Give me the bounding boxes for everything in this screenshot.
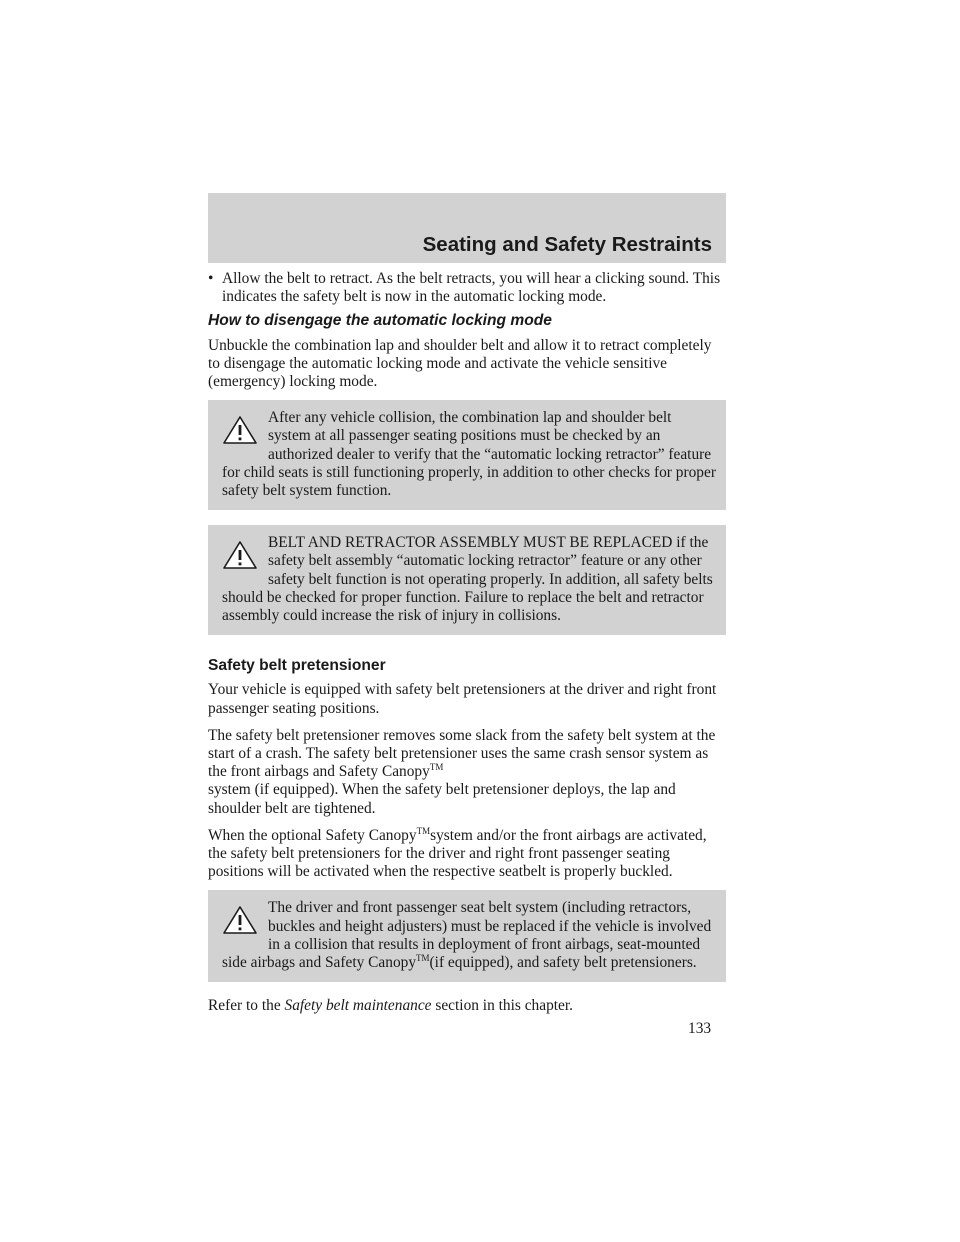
page-number: 133 <box>688 1020 712 1037</box>
trademark-symbol: TM <box>429 762 444 773</box>
warning-triangle-icon <box>222 415 258 445</box>
text-segment: The driver and front passenger seat belt system (including retractors, buckles and height adjusters) must be replaced if the vehicle is involved in a collision that results in deployment of front airbags, seat-mounted side airbags and Safety Canopy <box>222 899 712 972</box>
page-content <box>208 270 726 1025</box>
warning-box <box>208 400 726 510</box>
paragraph-pretensioner-3 <box>208 827 726 882</box>
heading-disengage: How to disengage the automatic locking mode <box>208 312 552 330</box>
warning-box <box>208 890 726 982</box>
text-segment: The safety belt pretensioner removes some slack from the safety belt system at the start of a crash. The safety belt pretensioner uses the same crash sensor system as the front airbags and Safety Canopy <box>208 726 716 781</box>
warning-triangle-icon <box>222 540 258 570</box>
warning-box <box>208 525 726 635</box>
paragraph-pretensioner-2 <box>208 727 726 818</box>
bullet-text: Allow the belt to retract. As the belt retracts, you will hear a clicking sound. This indicates the safety belt is now in the automatic locking mode. <box>222 270 721 306</box>
text-segment: Refer to the <box>208 997 285 1015</box>
text-segment: (if equipped), and safety belt pretensioners. <box>429 954 697 972</box>
paragraph-pretensioner-1: Your vehicle is equipped with safety belt pretensioners at the driver and right front passenger seating positions. <box>208 681 717 717</box>
text-segment: When the optional Safety Canopy <box>208 826 417 844</box>
warning-text: BELT AND RETRACTOR ASSEMBLY MUST BE REPLACED if the safety belt assembly “automatic locking retractor” feature or any other safety belt function is not operating properly. In addition, all safety belts should be checked for proper function. Failure to replace the belt and retractor assembly could increase the risk of injury in collisions. <box>222 534 713 625</box>
chapter-header-band <box>208 193 726 263</box>
trademark-symbol: TM <box>416 952 430 963</box>
chapter-title: Seating and Safety Restraints <box>422 233 712 256</box>
section-reference: Safety belt maintenance <box>284 997 432 1015</box>
text-segment: system (if equipped). When the safety belt pretensioner deploys, the lap and shoulder belt are tightened. <box>208 781 676 817</box>
warning-text: After any vehicle collision, the combination lap and shoulder belt system at all passenger seating positions must be checked by an authorized dealer to verify that the “automatic locking retractor” feature for child seats is still functioning properly, in addition to other checks for proper safety belt system function. <box>222 409 716 500</box>
paragraph-refer <box>208 997 726 1015</box>
text-segment: section in this chapter. <box>431 997 573 1015</box>
bullet-item <box>208 270 726 306</box>
bullet-mark: • <box>208 270 214 287</box>
trademark-symbol: TM <box>416 825 431 836</box>
paragraph-disengage: Unbuckle the combination lap and shoulder belt and allow it to retract completely to disengage the automatic locking mode and activate the vehicle sensitive (emergency) locking mode. <box>208 336 712 391</box>
warning-triangle-icon <box>222 905 258 935</box>
heading-pretensioner: Safety belt pretensioner <box>208 657 386 675</box>
warning-text <box>222 899 716 972</box>
text-segment: system and/or the front airbags are activated, the safety belt pretensioners for the driver and right front passenger seating positions will be activated when the respective seatbelt is properly buckled. <box>208 826 707 881</box>
